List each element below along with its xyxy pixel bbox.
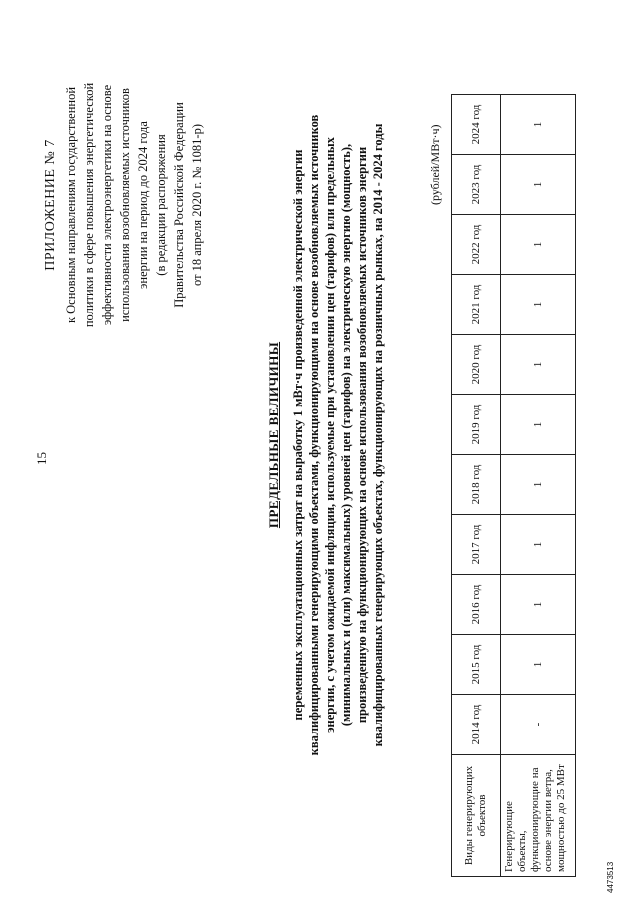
unit-label: (рублей/МВт·ч)	[428, 124, 442, 205]
year-header: 2017 год	[452, 515, 501, 575]
appendix-line: (в редакции распоряжения	[154, 134, 168, 276]
value-cell: 1	[501, 635, 576, 695]
appendix-line: эффективности электроэнергетики на основе	[100, 84, 114, 326]
value-cell: 1	[501, 275, 576, 335]
heading-line: произведенную на функционирующих на основе использования возобновляемых источников энергии	[355, 146, 369, 724]
heading-line: квалифицированных генерирующих объектах, функционирующих на розничных рынках, на 2014 - 2024 годы	[371, 123, 385, 747]
table-row	[501, 95, 576, 877]
appendix-line: от 18 апреля 2020 г. № 1081-р)	[190, 124, 204, 286]
row-label: Генерирующие объекты, функционирующие на основе энергии ветра, мощностью до 25 МВт	[501, 755, 576, 877]
year-header: 2016 год	[452, 575, 501, 635]
heading-line: энергии, с учетом ожидаемой инфляции, используемые при установлении цен (тарифов) или предельных	[323, 137, 337, 733]
year-header: 2019 год	[452, 395, 501, 455]
type-column-header: Виды генерирующих объектов	[452, 755, 501, 877]
value-cell: 1	[501, 515, 576, 575]
document-code: 4473513	[606, 861, 615, 893]
appendix-line: использования возобновляемых источников	[118, 88, 132, 322]
value-cell: 1	[501, 95, 576, 155]
table-header-row	[452, 95, 501, 877]
value-cell: 1	[501, 395, 576, 455]
year-header: 2015 год	[452, 635, 501, 695]
appendix-line: к Основным направлениям государственной	[64, 86, 78, 324]
document-heading	[266, 45, 386, 825]
limit-values-table	[451, 94, 576, 877]
heading-line: квалифицированными генерирующими объектами, функционирующими на основе возобновляемых источников	[307, 114, 321, 756]
value-cell: 1	[501, 215, 576, 275]
year-header: 2020 год	[452, 335, 501, 395]
heading-line: переменных эксплуатационных затрат на выработку 1 мВт·ч произведенной электрической энергии	[291, 149, 305, 721]
value-cell: 1	[501, 155, 576, 215]
year-header: 2024 год	[452, 95, 501, 155]
appendix-line: Правительства Российской Федерации	[172, 102, 186, 308]
heading-line: (минимальных и (или) максимальных) уровней цен (тарифов) на электрическую энергию (мощность),	[339, 143, 353, 727]
appendix-line: политики в сфере повышения энергетической	[82, 82, 96, 328]
value-cell: 1	[501, 575, 576, 635]
year-header: 2014 год	[452, 695, 501, 755]
page-number: 15	[34, 452, 49, 465]
appendix-block	[42, 5, 206, 405]
heading-title: ПРЕДЕЛЬНЫЕ ВЕЛИЧИНЫ	[266, 341, 281, 529]
appendix-title: ПРИЛОЖЕНИЕ № 7	[43, 139, 58, 271]
year-header: 2023 год	[452, 155, 501, 215]
year-header: 2022 год	[452, 215, 501, 275]
appendix-line: энергии на период до 2024 года	[136, 121, 150, 289]
year-header: 2018 год	[452, 455, 501, 515]
value-cell: 1	[501, 455, 576, 515]
value-cell: -	[501, 695, 576, 755]
year-header: 2021 год	[452, 275, 501, 335]
value-cell: 1	[501, 335, 576, 395]
